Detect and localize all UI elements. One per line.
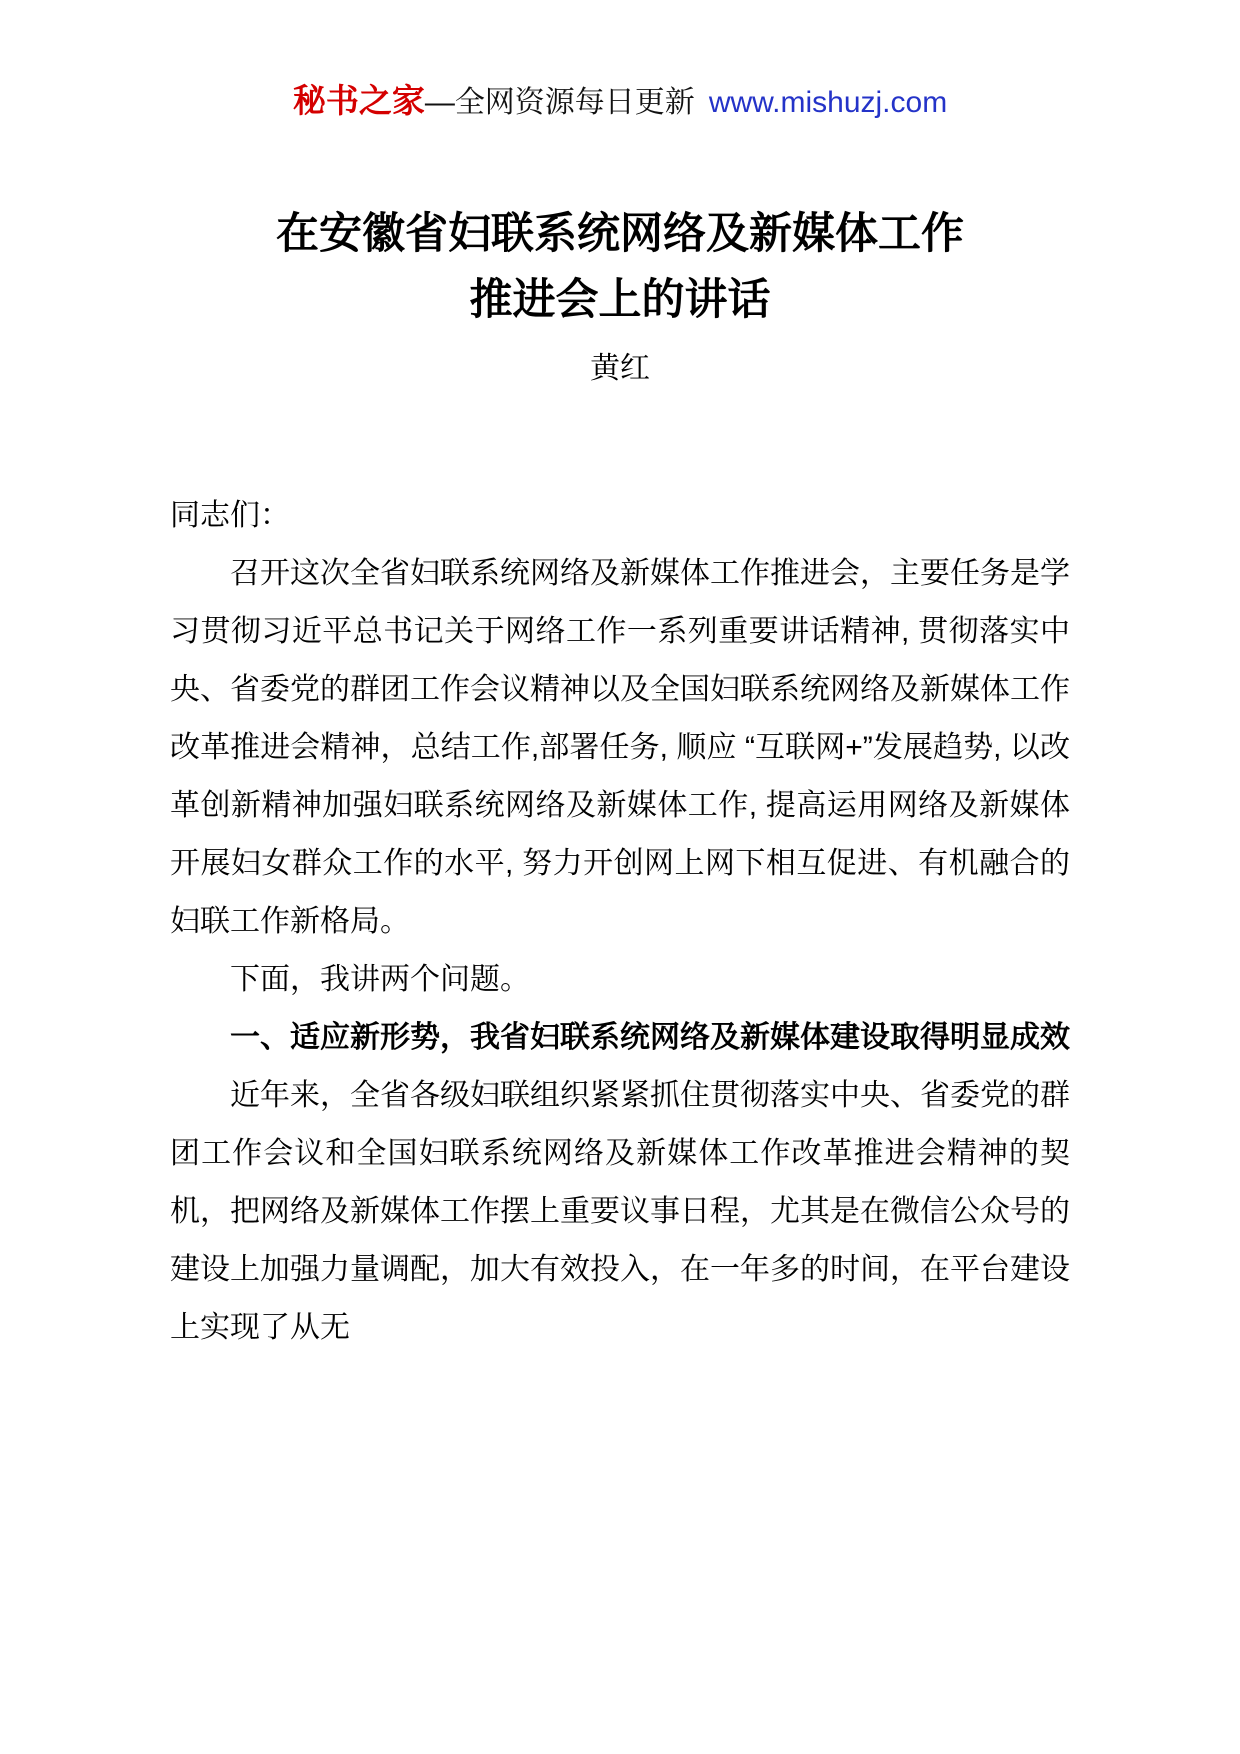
document-title xyxy=(170,201,1070,333)
header-separator: — xyxy=(424,86,455,119)
title-line-1: 在安徽省妇联系统网络及新媒体工作 xyxy=(276,210,964,258)
site-brand: 秘书之家 xyxy=(292,84,425,120)
site-url-link[interactable]: www.mishuzj.com xyxy=(708,86,948,119)
site-header xyxy=(170,82,1070,123)
paragraph-achievements: 近年来，全省各级妇联组织紧紧抓住贯彻落实中央、省委党的群团工作会议和全国妇联系统网络及新媒体工作改革推进会精神的契机，把网络及新媒体工作摆上重要议事日程，尤其是在微信公众号的建设上加强力量调配，加大有效投入，在一年多的时间，在平台建设上实现了从无 xyxy=(170,1079,1070,1344)
author-name: 黄红 xyxy=(590,352,650,385)
section-heading-1: 一、适应新形势，我省妇联系统网络及新媒体建设取得明显成效 xyxy=(230,1021,1070,1054)
document-body xyxy=(170,487,1070,1357)
salutation: 同志们： xyxy=(170,499,290,532)
paragraph-transition: 下面，我讲两个问题。 xyxy=(230,963,530,996)
site-tagline: 全网资源每日更新 xyxy=(454,86,695,119)
title-line-2: 推进会上的讲话 xyxy=(469,276,771,324)
paragraph-intro: 召开这次全省妇联系统网络及新媒体工作推进会，主要任务是学习贯彻习近平总书记关于网络工作一系列重要讲话精神, 贯彻落实中央、省委党的群团工作会议精神以及全国妇联系统网络及新媒体工作改革推进会精神，总结工作,部署任务, 顺应 “互联网+”发展趋势, 以改革创新精神加强妇联系统网络及新媒体工作, 提高运用网络及新媒体开展妇女群众工作的水平, 努力开创网上网下相互促进、有机融合的妇联工作新格局。 xyxy=(170,557,1070,938)
